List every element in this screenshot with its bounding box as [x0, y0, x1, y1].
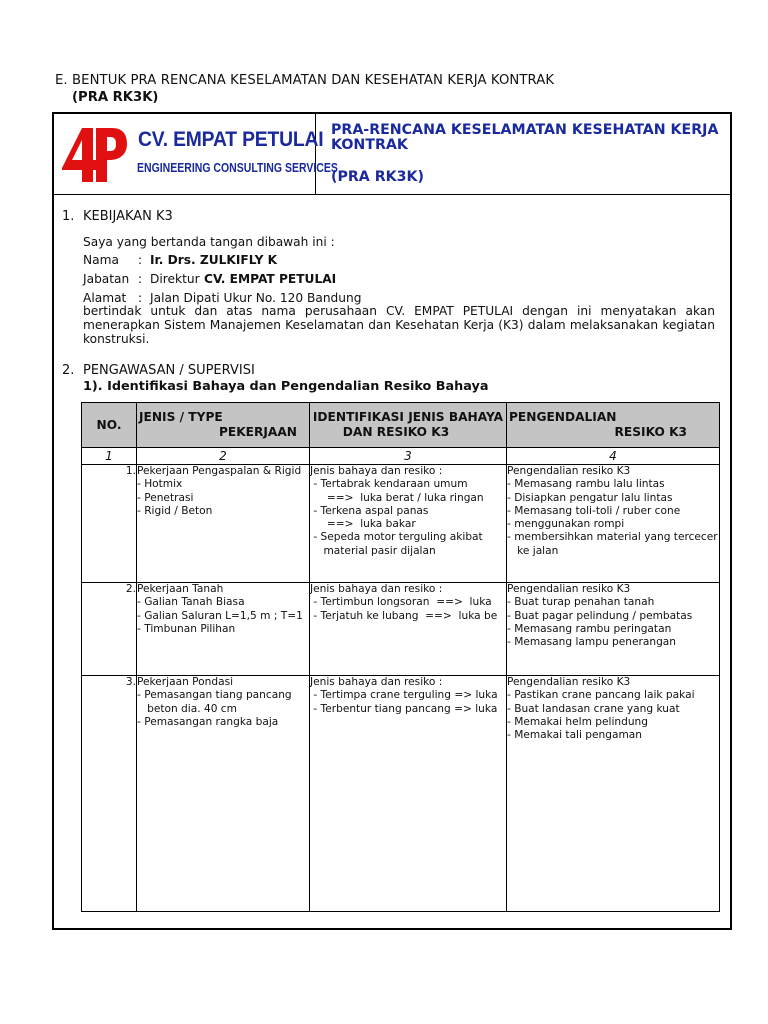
cell-line: - Galian Tanah Biasa: [137, 596, 245, 609]
cell-line: Pekerjaan Pondasi: [137, 676, 234, 688]
row-number: 3.: [82, 676, 137, 912]
cell-line: - Buat pagar pelindung / pembatas: [507, 609, 693, 622]
cell-line: - Terbentur tiang pancang => luka: [310, 702, 498, 715]
nama-separator: :: [138, 253, 143, 267]
header-pengendalian-line1: PENGENDALIAN: [509, 410, 617, 424]
cell-line: - Memasang toli-toli / ruber cone: [507, 504, 681, 517]
pengendalian-cell: [507, 465, 720, 583]
header-jenis: [137, 403, 310, 448]
cell-line: - Pastikan crane pancang laik pakai: [507, 689, 695, 702]
header-jenis-line1: JENIS / TYPE: [139, 410, 223, 424]
cell-line: Jenis bahaya dan resiko :: [310, 465, 443, 477]
row-number: 1.: [82, 465, 137, 583]
jenis-cell: [137, 676, 310, 912]
pengendalian-cell: [507, 583, 720, 676]
table-row: [82, 583, 720, 676]
table-header-row: [82, 403, 720, 448]
cell-line: Pekerjaan Tanah: [137, 583, 224, 595]
company-name: CV. EMPAT PETULAI: [138, 128, 324, 151]
table-row: [82, 676, 720, 912]
cell-line: - Galian Saluran L=1,5 m ; T=1: [137, 609, 303, 622]
section-1-number: 1.: [62, 209, 75, 224]
company-tagline: ENGINEERING CONSULTING SERVICES: [137, 161, 338, 175]
section-2-heading: PENGAWASAN / SUPERVISI: [83, 363, 255, 378]
cell-line: Pekerjaan Pengaspalan & Rigid: [137, 465, 302, 477]
cell-line: ==> luka bakar: [310, 518, 416, 531]
section-heading-line1: E. BENTUK PRA RENCANA KESELAMATAN DAN KESEHATAN KERJA KONTRAK: [55, 73, 555, 88]
header-pengendalian-line2: RESIKO K3: [614, 425, 687, 439]
column-number: 1: [82, 448, 137, 465]
cell-line: - Buat turap penahan tanah: [507, 596, 655, 609]
cell-line: - Timbunan Pilihan: [137, 622, 236, 635]
identifikasi-cell: [310, 583, 507, 676]
cell-line: - Terjatuh ke lubang ==> luka be: [310, 609, 498, 622]
section-2-number: 2.: [62, 363, 75, 378]
cell-line: - Memasang rambu lalu lintas: [507, 478, 665, 491]
cell-line: - Memasang rambu peringatan: [507, 622, 672, 635]
cell-line: ke jalan: [507, 544, 559, 557]
alamat-label: Alamat: [83, 291, 127, 305]
nama-value: Ir. Drs. ZULKIFLY K: [150, 253, 278, 267]
company-logo-icon: [60, 120, 128, 186]
header-identifikasi-line2: DAN RESIKO K3: [342, 425, 450, 439]
cell-line: material pasir dijalan: [310, 544, 436, 557]
header-pengendalian: [507, 403, 720, 448]
header-divider: [52, 194, 732, 195]
column-number: 4: [507, 448, 720, 465]
jabatan-prefix: Direktur: [150, 272, 200, 286]
cell-line: - Terkena aspal panas: [310, 504, 429, 517]
cell-line: - menggunakan rompi: [507, 518, 625, 531]
column-number: 3: [310, 448, 507, 465]
header-identifikasi-line1: IDENTIFIKASI JENIS BAHAYA: [312, 410, 504, 424]
jabatan-value: CV. EMPAT PETULAI: [204, 272, 337, 286]
policy-statement: bertindak untuk dan atas nama perusahaan CV. EMPAT PETULAI dengan ini menyatakan akan menerapkan Sistem Manajemen Keselamatan dan Kesehatan Kerja (K3) dalam melaksanakan kegiatan konstruksi.: [83, 304, 715, 346]
jenis-cell: [137, 583, 310, 676]
section-1-heading: KEBIJAKAN K3: [83, 209, 173, 224]
cell-line: Pengendalian resiko K3: [507, 676, 631, 688]
alamat-value: Jalan Dipati Ukur No. 120 Bandung: [150, 291, 362, 305]
row-number: 2.: [82, 583, 137, 676]
document-code: (PRA RK3K): [331, 169, 424, 185]
cell-line: - Sepeda motor terguling akibat: [310, 531, 483, 544]
cell-line: - Pemasangan rangka baja: [137, 715, 279, 728]
column-number: 2: [137, 448, 310, 465]
cell-line: Pengendalian resiko K3: [507, 583, 631, 595]
document-title: PRA-RENCANA KESELAMATAN KESEHATAN KERJA KONTRAK: [331, 122, 719, 153]
header-jenis-line2: PEKERJAAN: [218, 425, 297, 439]
header-no: NO.: [82, 403, 137, 448]
cell-line: - Tertabrak kendaraan umum: [310, 478, 468, 491]
cell-line: - Memakai tali pengaman: [507, 729, 643, 742]
column-number-row: [82, 448, 720, 465]
cell-line: - Penetrasi: [137, 491, 194, 504]
intro-text: Saya yang bertanda tangan dibawah ini :: [83, 235, 335, 249]
cell-line: - Memasang lampu penerangan: [507, 636, 677, 649]
nama-label: Nama: [83, 253, 119, 267]
cell-line: - Disiapkan pengatur lalu lintas: [507, 491, 673, 504]
cell-line: ==> luka berat / luka ringan: [310, 491, 484, 504]
jenis-cell: [137, 465, 310, 583]
cell-line: - Memakai helm pelindung: [507, 715, 648, 728]
cell-line: - Tertimbun longsoran ==> luka: [310, 596, 492, 609]
cell-line: beton dia. 40 cm: [137, 702, 237, 715]
cell-line: - membersihkan material yang tercecer: [507, 531, 718, 544]
cell-line: - Pemasangan tiang pancang: [137, 689, 292, 702]
section-heading-line2: (PRA RK3K): [72, 90, 159, 105]
section-2-subheading: 1). Identifikasi Bahaya dan Pengendalian Resiko Bahaya: [83, 379, 489, 394]
identifikasi-cell: [310, 465, 507, 583]
cell-line: Pengendalian resiko K3: [507, 465, 631, 477]
header-identifikasi: [310, 403, 507, 448]
jabatan-label: Jabatan: [83, 272, 130, 286]
jabatan-separator: :: [138, 272, 143, 286]
table-row: [82, 465, 720, 583]
alamat-separator: :: [138, 291, 143, 305]
cell-line: - Tertimpa crane terguling => luka: [310, 689, 498, 702]
cell-line: Jenis bahaya dan resiko :: [310, 583, 443, 595]
header-column-divider: [315, 112, 316, 195]
identifikasi-cell: [310, 676, 507, 912]
pengendalian-cell: [507, 676, 720, 912]
cell-line: - Hotmix: [137, 478, 183, 491]
cell-line: - Rigid / Beton: [137, 504, 213, 517]
cell-line: - Buat landasan crane yang kuat: [507, 702, 680, 715]
cell-line: Jenis bahaya dan resiko :: [310, 676, 443, 688]
hazard-table: [81, 402, 720, 912]
